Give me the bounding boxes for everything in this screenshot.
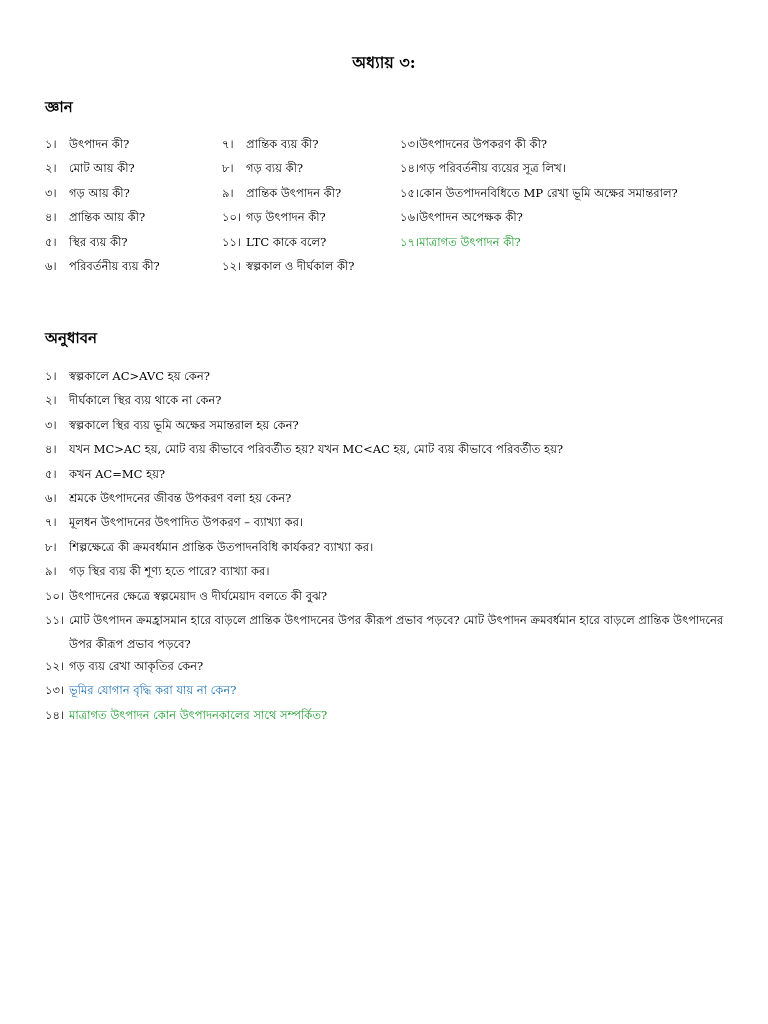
list-item: ৫। কখন AC=MC হয়? [45, 466, 166, 481]
knowledge-column-3 [400, 135, 678, 257]
list-item: ৯। গড় স্থির ব্যয় কী শূণ্য হতে পারে? ব্যাখ্যা কর। [45, 564, 270, 579]
list-item-highlighted-green: ১৪। মাত্রাগত উৎপাদন কোন উৎপাদনকালের সাথে সম্পর্কিত? [45, 707, 328, 722]
chapter-title: অধ্যায় ৩: [352, 53, 416, 72]
list-item: ১। স্বল্পকালে AC>AVC হয় কেন? [45, 369, 210, 383]
list-item: ৯। প্রান্তিক উৎপাদন কী? [222, 185, 342, 200]
list-item: ১৩।উৎপাদনের উপকরণ কী কী? [400, 137, 548, 151]
list-item-highlighted-blue: ১৩। ভূমির যোগান বৃদ্ধি করা যায় না কেন? [45, 683, 237, 698]
list-item-highlighted: ১৭।মাত্রাগত উৎপাদন কী? [400, 234, 521, 249]
knowledge-column-1 [45, 135, 160, 281]
list-item: ১১। LTC কাকে বলে? [222, 234, 327, 249]
list-item: ১২। স্বল্পকাল ও দীর্ঘকাল কী? [222, 258, 355, 273]
list-item: ৮। গড় ব্যয় কী? [222, 161, 304, 176]
list-item: ১৪।গড় পরিবর্তনীয় ব্যয়ের সূত্র লিখ। [400, 161, 566, 176]
list-item: ৮। শিল্পক্ষেত্রে কী ক্রমবর্ধমান প্রান্তিক উতপাদনবিধি কার্যকর? ব্যাখ্যা কর। [45, 539, 374, 554]
list-item: ২। মোট আয় কী? [45, 161, 135, 176]
list-item: ১০। গড় উৎপাদন কী? [222, 210, 326, 225]
list-item: ৬। শ্রমকে উৎপাদনের জীবন্ত উপকরণ বলা হয় কেন? [45, 490, 292, 505]
list-item: ১৬।উৎপাদন অপেক্ষক কী? [400, 210, 523, 225]
knowledge-heading: জ্ঞান [45, 98, 73, 116]
list-item: ১। উৎপাদন কী? [45, 137, 130, 151]
knowledge-column-2 [222, 135, 354, 281]
list-item: ৭। প্রান্তিক ব্যয় কী? [222, 137, 319, 151]
comprehension-heading: অনুধাবন [45, 329, 98, 347]
list-item: ৫। স্থির ব্যয় কী? [45, 234, 128, 249]
list-item: ৪। প্রান্তিক আয় কী? [45, 210, 146, 225]
list-item: ৬। পরিবর্তনীয় ব্যয় কী? [45, 258, 160, 273]
list-item: ১২। গড় ব্যয় রেখা আকৃতির কেন? [45, 658, 204, 673]
comprehension-list [45, 367, 735, 730]
list-item: ১৫।কোন উতপাদনবিধিতে MP রেখা ভূমি অক্ষের সমান্তরাল? [400, 185, 678, 200]
list-item: ৪। যখন MC>AC হয়, মোট ব্যয় কীভাবে পরিবর্তীত হয়? যখন MC<AC হয়, মোট ব্যয় কীভাবে পরিবর্তীত হয়? [45, 442, 564, 457]
list-item: ৭। মূলধন উৎপাদনের উৎপাদিত উপকরণ – ব্যাখ্যা কর। [45, 515, 304, 530]
list-item: ২। দীর্ঘকালে স্থির ব্যয় থাকে না কেন? [45, 393, 222, 408]
list-item: ১০। উৎপাদনের ক্ষেত্রে স্বল্পমেয়াদ ও দীর্ঘমেয়াদ বলতে কী বুঝ? [45, 588, 327, 603]
list-item: ৩। স্বল্পকালে স্থির ব্যয় ভূমি অক্ষের সমান্তরাল হয় কেন? [45, 417, 299, 432]
list-item: ১১। মোট উৎপাদন ক্রমহ্রাসমান হারে বাড়লে প্রান্তিক উৎপাদনের উপর কীরূপ প্রভাব পড়বে? মোট উৎপাদন ক্রমবর্ধমান হারে বাড়লে প্রান্তিক উৎপাদনের উপর কীরূপ প্রভাব পড়বে? [45, 612, 724, 652]
list-item: ৩। গড় আয় কী? [45, 185, 130, 200]
